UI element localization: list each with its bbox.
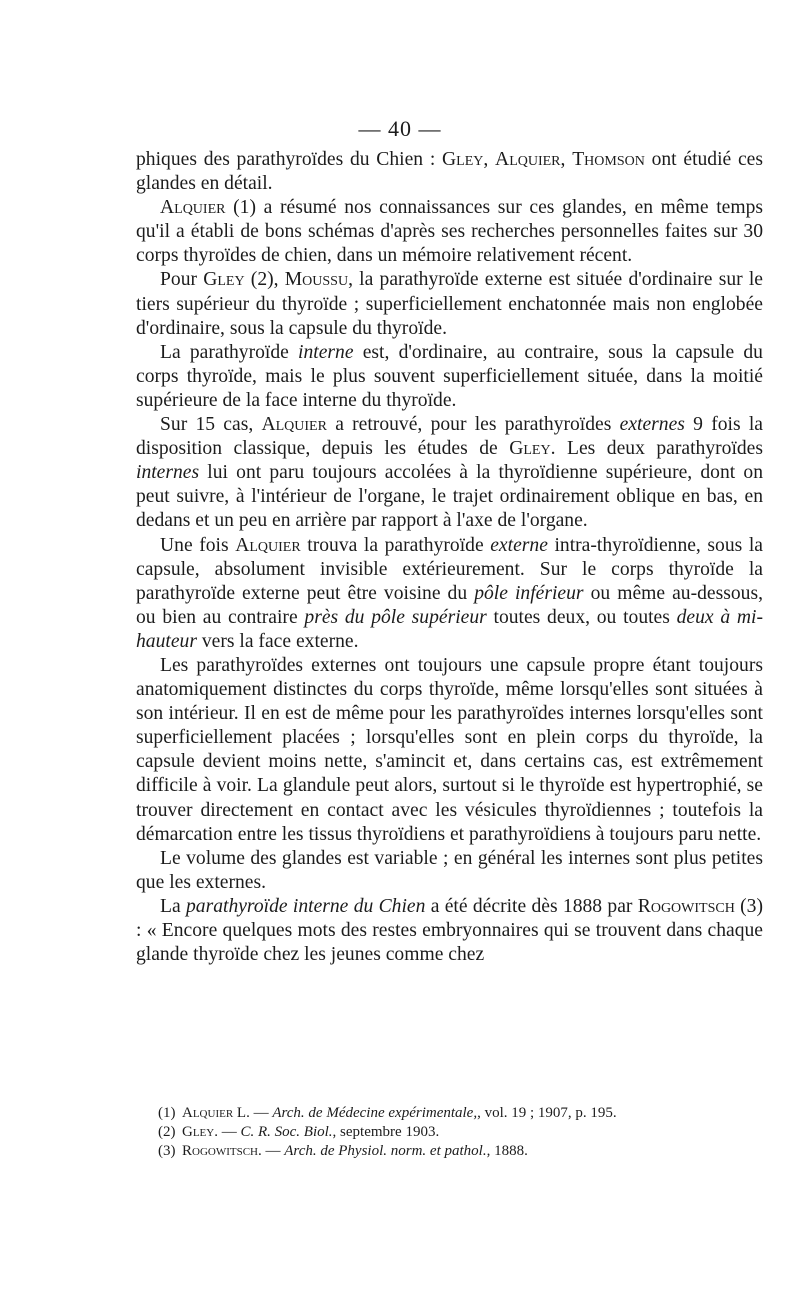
paragraph: Les parathyroïdes externes ont toujours une capsule propre étant toujours anatomiquement distinctes du corps thyroïde, même lorsqu'elles sont situées à son intérieur. Il en est de même pour les parathyroïdes internes lorsqu'elles sont superficiellement placées ; lorsqu'elles sont en plein corps du thyroïde, la capsule devient moins nette, s'amincit et, dans certains cas, est extrêmement difficile à voir. La glandule peut alors, surtout si le thyroïde est hypertrophié, se trouver directement en contact avec les vésicules thyroïdiennes ; toutefois la démarcation entre les tissus thyroïdiens et parathyroïdiens à toujours paru nette. [136,654,763,845]
footnote: (3) Rogowitsch. — Arch. de Physiol. norm. et pathol., 1888. [158,1143,528,1159]
footnote: (2) Gley. — C. R. Soc. Biol., septembre 1903. [158,1124,440,1140]
paragraph: La parathyroïde interne est, d'ordinaire, au contraire, sous la capsule du corps thyroïde, mais le plus souvent superficiellement située, dans la moitié supérieure de la face interne du thyroïde. [136,341,763,411]
paragraph: Le volume des glandes est variable ; en général les internes sont plus petites que les externes. [136,847,763,893]
body-text [136,148,763,967]
footnotes [158,1104,758,1161]
page-number: — 40 — [358,116,442,141]
paragraph: Pour Gley (2), Moussu, la parathyroïde externe est située d'ordinaire sur le tiers supérieur du thyroïde ; superficiellement enchatonnée mais non englobée d'ordinaire, sous la capsule du thyroïde. [136,269,763,339]
paragraph: phiques des parathyroïdes du Chien : Gley, Alquier, Thomson ont étudié ces glandes en détail. [136,149,764,195]
footnote: (1) Alquier L. — Arch. de Médecine expérimentale,, vol. 19 ; 1907, p. 195. [158,1105,617,1121]
paragraph: Sur 15 cas, Alquier a retrouvé, pour les parathyroïdes externes 9 fois la disposition classique, depuis les études de Gley. Les deux parathyroïdes internes lui ont paru toujours accolées à la thyroïdienne supérieure, dont on peut suivre, à l'intérieur de l'organe, le trajet ordinairement oblique en bas, en dedans et un peu en arrière par rapport à l'axe de l'organe. [136,414,764,532]
paragraph: Une fois Alquier trouva la parathyroïde externe intra-thyroïdienne, sous la capsule, absolument invisible extérieurement. Sur le corps thyroïde la parathyroïde externe peut être voisine du pôle inférieur ou même au-dessous, ou bien au contraire près du pôle supérieur toutes deux, ou toutes deux à mi-hauteur vers la face externe. [136,534,763,652]
paragraph: Alquier (1) a résumé nos connaissances sur ces glandes, en même temps qu'il a établi de bons schémas d'après ses recherches personnelles faites sur 30 corps thyroïdes de chien, dans un mémoire relativement récent. [136,197,763,267]
paragraph: La parathyroïde interne du Chien a été décrite dès 1888 par Rogowitsch (3) : « Encore quelques mots des restes embryonnaires qui se trouvent dans chaque glande thyroïde chez les jeunes comme chez [136,895,763,966]
